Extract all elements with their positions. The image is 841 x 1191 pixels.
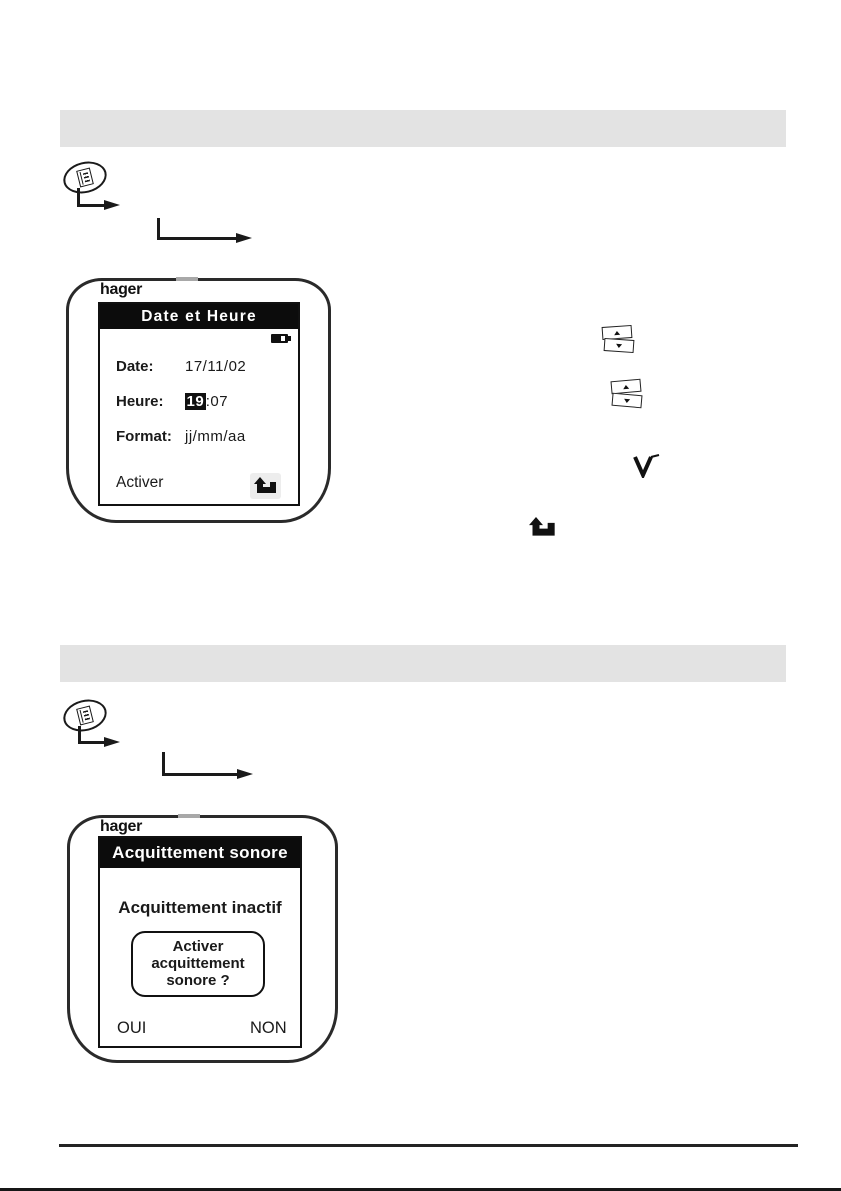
hager-logo: hager	[100, 281, 143, 298]
return-arrow-icon	[250, 473, 281, 499]
arrowhead-icon	[236, 233, 252, 243]
heure-rest-digits: :07	[205, 393, 229, 410]
softkey-oui: OUI	[117, 1019, 147, 1037]
device-notch	[178, 814, 200, 819]
flow-arrow	[78, 741, 105, 744]
down-triangle-icon	[624, 398, 630, 403]
softkey-activer: Activer	[116, 474, 164, 491]
down-key-icon	[604, 338, 635, 353]
dialog-line: acquittement	[151, 955, 245, 972]
lcd-screen	[98, 836, 302, 1048]
flow-arrow	[157, 218, 160, 239]
dialog-line: Activer	[172, 938, 224, 955]
down-triangle-icon	[616, 343, 622, 347]
menu-shortcut-icon	[60, 157, 110, 198]
battery-level	[281, 336, 285, 341]
dialog-line: sonore ?	[166, 972, 230, 989]
flow-arrow	[162, 773, 238, 776]
lcd-screen	[98, 302, 300, 506]
battery-icon	[271, 334, 288, 343]
flow-arrow	[157, 237, 237, 240]
section-header-bar	[60, 110, 786, 147]
date-value: 17/11/02	[185, 358, 247, 375]
up-triangle-icon	[623, 384, 629, 389]
screen-title: Date et Heure	[100, 304, 298, 329]
section-header-bar	[60, 645, 786, 682]
heure-label: Heure:	[116, 393, 164, 410]
flow-arrow	[162, 752, 165, 775]
flow-arrow	[77, 204, 105, 207]
status-text: Acquittement inactif	[118, 898, 282, 917]
return-arrow-icon	[529, 517, 557, 543]
heure-selected-digits: 19	[186, 393, 205, 410]
format-label: Format:	[116, 428, 172, 445]
menu-page-icon	[76, 706, 94, 726]
heure-value	[185, 393, 228, 410]
validate-check-icon	[631, 452, 661, 483]
menu-shortcut-icon	[60, 695, 110, 736]
screen-title: Acquittement sonore	[100, 838, 300, 868]
arrowhead-icon	[104, 737, 120, 747]
arrowhead-icon	[104, 200, 120, 210]
device-notch	[176, 277, 198, 282]
footer-rule	[59, 1144, 798, 1147]
up-key-icon	[610, 379, 641, 395]
confirm-dialog	[131, 931, 265, 997]
date-label: Date:	[116, 358, 154, 375]
up-triangle-icon	[614, 330, 620, 334]
softkey-non: NON	[250, 1019, 287, 1037]
arrowhead-icon	[237, 769, 253, 779]
down-key-icon	[611, 393, 642, 409]
menu-page-icon	[76, 168, 94, 188]
hager-logo: hager	[100, 818, 143, 835]
format-value: jj/mm/aa	[185, 428, 246, 445]
